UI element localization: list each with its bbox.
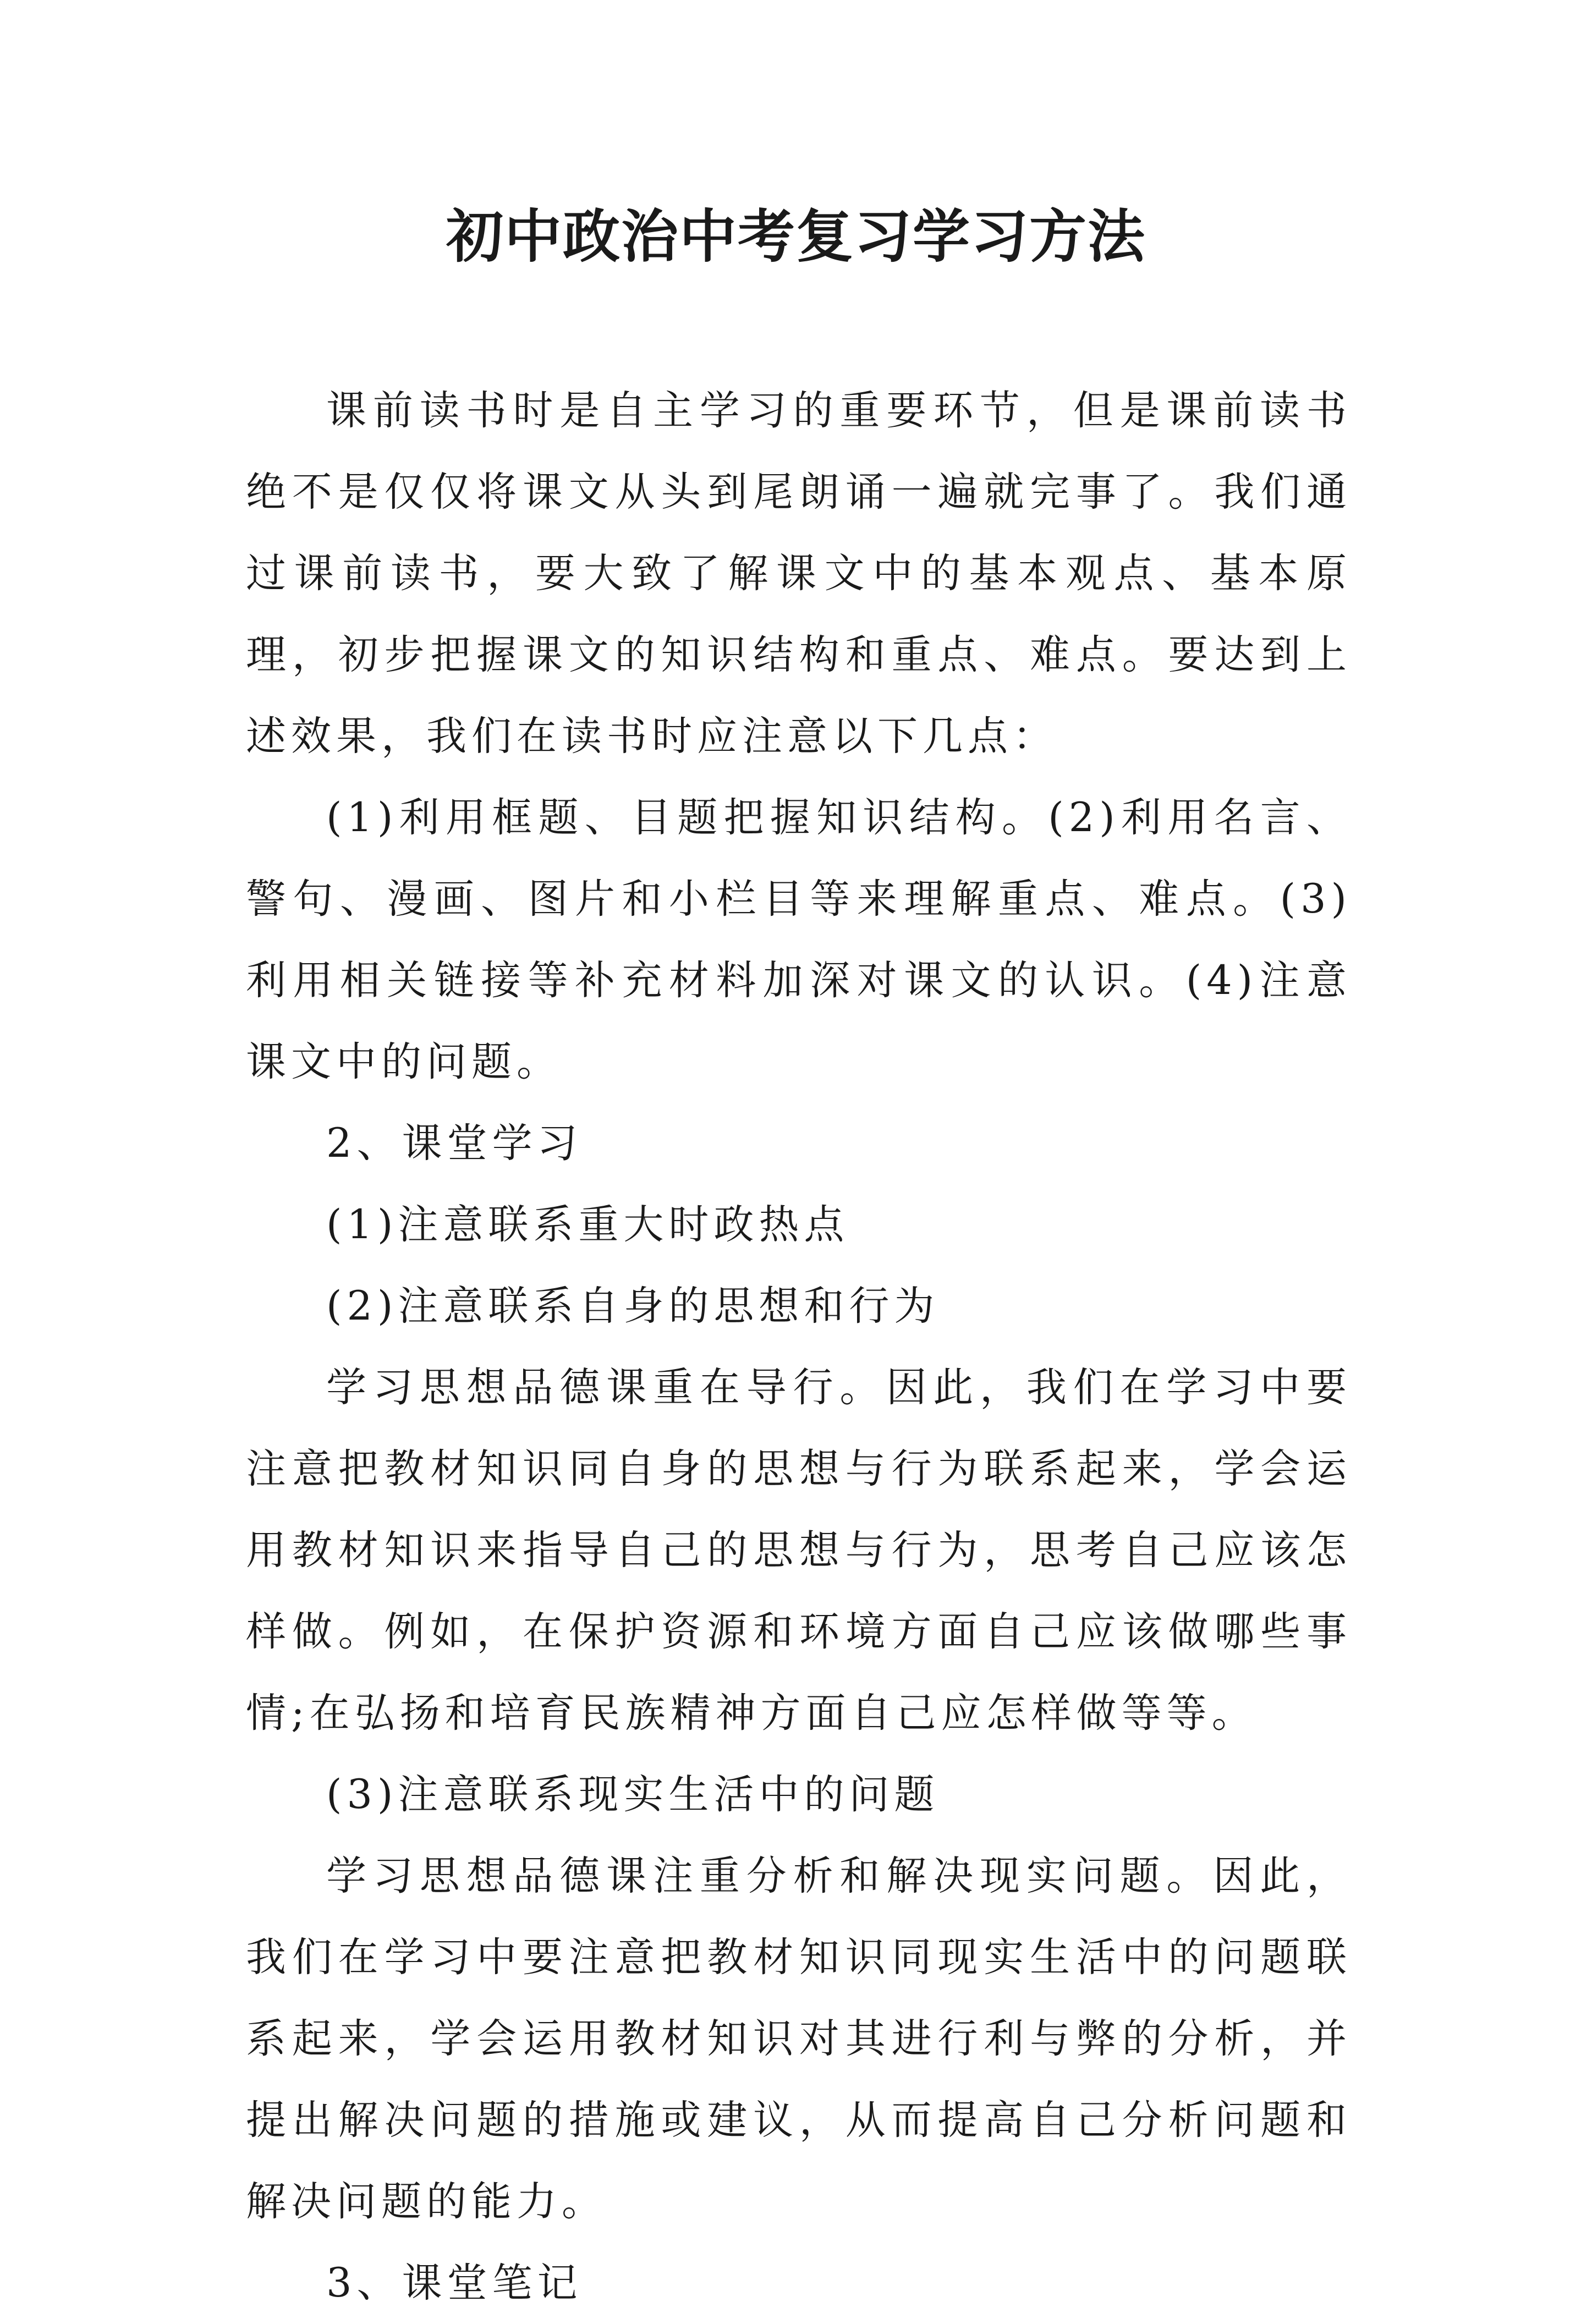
paragraph-analyze-problems: 学习思想品德课注重分析和解决现实问题。因此，我们在学习中要注意把教材知识同现实生活中的问题联系起来，学会运用教材知识对其进行利与弊的分析，并提出解决问题的措施或建议，从而提高自己分析问题和解决问题的能力。 (246, 1853, 1352, 2225)
subheading-self-thoughts: (2)注意联系自身的思想和行为 (326, 1283, 940, 1329)
paragraph-reading-tips: (1)利用框题、目题把握知识结构。(2)利用名言、警句、漫画、图片和小栏目等来理解重点、难点。(3)利用相关链接等补充材料加深对课文的认识。(4)注意课文中的问题。 (246, 794, 1352, 1085)
subheading-real-life-problems: (3)注意联系现实生活中的问题 (326, 1771, 940, 1818)
page-title: 初中政治中考复习学习方法 (446, 202, 1146, 270)
paragraph-reading-before-class: 课前读书时是自主学习的重要环节，但是课前读书绝不是仅仅将课文从头到尾朗诵一遍就完事了。我们通过课前读书，要大致了解课文中的基本观点、基本原理，初步把握课文的知识结构和重点、难点。要达到上述效果，我们在读书时应注意以下几点： (246, 387, 1352, 760)
subheading-current-affairs: (1)注意联系重大时政热点 (326, 1201, 849, 1248)
paragraph-guide-behavior: 学习思想品德课重在导行。因此，我们在学习中要注意把教材知识同自身的思想与行为联系起来，学会运用教材知识来指导自己的思想与行为，思考自己应该怎样做。例如，在保护资源和环境方面自己应该做哪些事情;在弘扬和培育民族精神方面自己应怎样做等等。 (246, 1364, 1352, 1737)
section-heading-classroom-learning: 2、课堂学习 (326, 1120, 583, 1167)
section-heading-class-notes: 3、课堂笔记 (326, 2260, 583, 2306)
document-body (246, 370, 1352, 2324)
